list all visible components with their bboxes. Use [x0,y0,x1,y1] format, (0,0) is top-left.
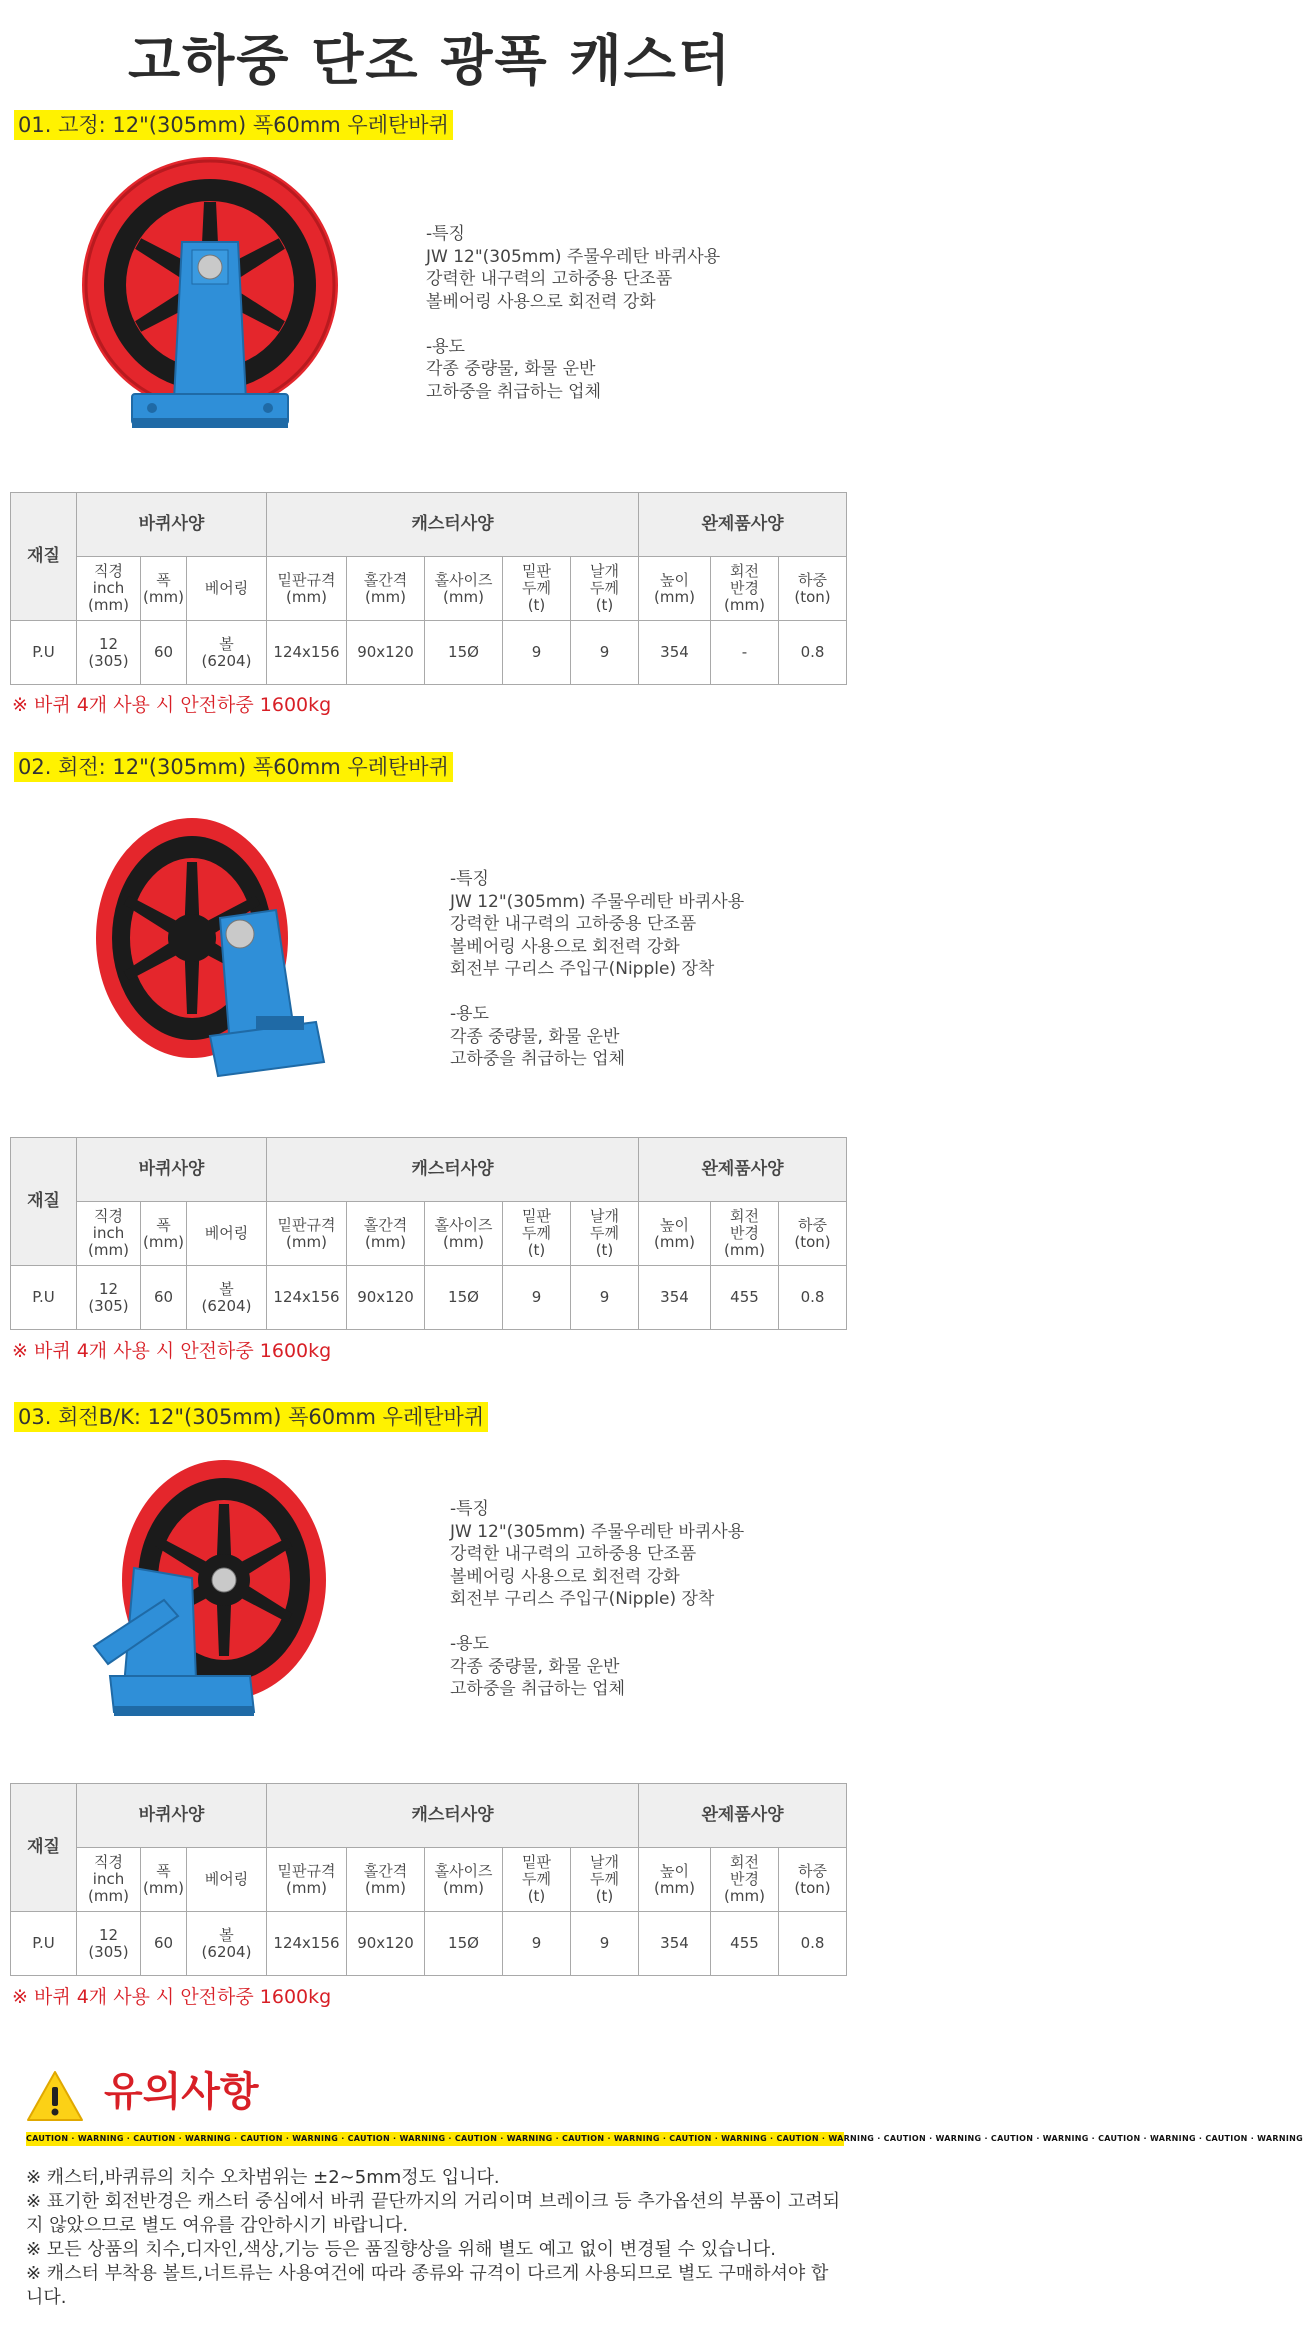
desc-line: 고하중을 취급하는 업체 [426,381,602,402]
table-cell: 15Ø [425,621,503,685]
table-row [11,1266,847,1330]
table-cell: 354 [639,1912,711,1976]
table-cell: 90x120 [347,621,425,685]
table-cell: 90x120 [347,1266,425,1330]
table-cell: 볼 (6204) [187,621,267,685]
desc-line: -용도 [450,1004,489,1024]
table-cell: 124x156 [267,621,347,685]
sub-header: 홀간격 (mm) [347,557,425,621]
swivel-brake-caster-image [74,1450,344,1740]
material-header: 재질 [11,493,77,621]
desc-line: 고하중을 취급하는 업체 [450,1049,626,1069]
table-cell: 12 (305) [77,1266,141,1330]
table-cell: 90x120 [347,1912,425,1976]
sub-header: 밑판 두께 (t) [503,1202,571,1266]
sub-header: 폭 (mm) [141,1848,187,1912]
sub-header: 직경 inch (mm) [77,557,141,621]
table-cell: 455 [711,1912,779,1976]
sub-header: 홀간격 (mm) [347,1848,425,1912]
table-row [11,1912,847,1976]
feature-description-2 [450,868,744,1071]
table-cell: P.U [11,621,77,685]
sub-header: 회전 반경 (mm) [711,1848,779,1912]
table-cell: 15Ø [425,1912,503,1976]
sub-header: 밑판 두께 (t) [503,557,571,621]
table-cell: 15Ø [425,1266,503,1330]
table-cell: 0.8 [779,621,847,685]
table-cell: 12 (305) [77,1912,141,1976]
group-header-product: 완제품사양 [639,1138,847,1202]
table-cell: 124x156 [267,1912,347,1976]
desc-line: 회전부 구리스 주입구(Nipple) 장착 [450,1589,715,1609]
sub-header: 회전 반경 (mm) [711,1202,779,1266]
sub-header: 하중 (ton) [779,557,847,621]
caution-item: ※ 캐스터 부착용 볼트,너트류는 사용여건에 따라 종류와 규격이 다르게 사용되므로 별도 구매하셔야 합니다. [26,2263,829,2308]
table-cell: 볼 (6204) [187,1912,267,1976]
desc-line: -특징 [450,869,489,889]
material-header: 재질 [11,1784,77,1912]
desc-line: JW 12"(305mm) 주물우레탄 바퀴사용 [450,1521,745,1542]
table-cell: 12 (305) [77,621,141,685]
group-header-wheel: 바퀴사양 [77,493,267,557]
safety-load-note: ※ 바퀴 4개 사용 시 안전하중 1600kg [12,1986,332,2008]
group-header-caster: 캐스터사양 [267,1784,639,1848]
desc-line: JW 12"(305mm) 주물우레탄 바퀴사용 [450,891,745,912]
desc-line: -특징 [450,1499,489,1519]
desc-line: 회전부 구리스 주입구(Nipple) 장착 [450,959,715,979]
group-header-wheel: 바퀴사양 [77,1138,267,1202]
desc-line: -특징 [426,224,465,244]
group-header-product: 완제품사양 [639,1784,847,1848]
table-cell: 60 [141,1912,187,1976]
table-cell: 9 [503,1266,571,1330]
sub-header: 날개 두께 (t) [571,557,639,621]
table-cell: 9 [503,621,571,685]
feature-description-3 [450,1498,744,1701]
sub-header: 밑판 두께 (t) [503,1848,571,1912]
sub-header: 베어링 [187,557,267,621]
desc-spacer [450,1611,744,1634]
fixed-caster-image [80,150,340,475]
sub-header: 직경 inch (mm) [77,1848,141,1912]
caution-item: ※ 캐스터,바퀴류의 치수 오차범위는 ±2~5mm정도 입니다. [26,2167,500,2188]
sub-header: 회전 반경 (mm) [711,557,779,621]
desc-line: 강력한 내구력의 고하중용 단조품 [450,1544,697,1564]
desc-line: -용도 [426,336,465,357]
spec-table-swivel-brake [10,1783,847,1976]
spec-table-swivel [10,1137,847,1330]
table-cell: 455 [711,1266,779,1330]
table-cell: P.U [11,1266,77,1330]
table-cell: 60 [141,621,187,685]
sub-header: 폭 (mm) [141,557,187,621]
table-cell: P.U [11,1912,77,1976]
desc-spacer [426,313,720,336]
table-cell: 9 [571,1912,639,1976]
sub-header: 하중 (ton) [779,1202,847,1266]
sub-header: 밑판규격 (mm) [267,1202,347,1266]
warning-triangle-icon [26,2069,84,2123]
table-cell: 124x156 [267,1266,347,1330]
table-cell: 0.8 [779,1266,847,1330]
spec-table-fixed [10,492,847,685]
group-header-caster: 캐스터사양 [267,1138,639,1202]
sub-header: 직경 inch (mm) [77,1202,141,1266]
sub-header: 폭 (mm) [141,1202,187,1266]
table-cell: 354 [639,621,711,685]
caution-title: 유의사항 [104,2069,259,2115]
table-cell: 9 [571,621,639,685]
table-cell: 60 [141,1266,187,1330]
safety-load-note: ※ 바퀴 4개 사용 시 안전하중 1600kg [12,1340,332,1362]
sub-header: 홀사이즈 (mm) [425,1848,503,1912]
table-cell: - [711,621,779,685]
section-heading-swivel: 02. 회전: 12"(305mm) 폭60mm 우레탄바퀴 [14,752,453,782]
table-cell: 9 [571,1266,639,1330]
desc-line: -용도 [450,1634,489,1654]
page-title: 고하중 단조 광폭 캐스터 [127,29,733,92]
table-cell: 볼 (6204) [187,1266,267,1330]
sub-header: 높이 (mm) [639,1848,711,1912]
sub-header: 베어링 [187,1202,267,1266]
table-cell: 9 [503,1912,571,1976]
table-cell: 0.8 [779,1912,847,1976]
desc-line: 각종 중량물, 화물 운반 [426,359,596,379]
feature-description-1 [426,223,720,403]
group-header-product: 완제품사양 [639,493,847,557]
section-heading-swivel-brake: 03. 회전B/K: 12"(305mm) 폭60mm 우레탄바퀴 [14,1402,488,1432]
sub-header: 홀사이즈 (mm) [425,557,503,621]
caution-tape: CAUTION · WARNING · CAUTION · WARNING · CAUTION · WARNING · CAUTION · WARNING · CAUTION · WARNING · CAUTION · WARNING · CAUTION · WARNING · CAUTION · WARNING · CAUTION · WARNING · CAUTION · WARNING · CAUTION · WARNING · CAUTION · WARNING [26,2132,844,2146]
sub-header: 홀사이즈 (mm) [425,1202,503,1266]
sub-header: 날개 두께 (t) [571,1848,639,1912]
sub-header: 밑판규격 (mm) [267,557,347,621]
sub-header: 높이 (mm) [639,1202,711,1266]
desc-line: 볼베어링 사용으로 회전력 강화 [426,291,656,312]
desc-line: 각종 중량물, 화물 운반 [450,1026,620,1047]
group-header-caster: 캐스터사양 [267,493,639,557]
sub-header: 밑판규격 (mm) [267,1848,347,1912]
safety-load-note: ※ 바퀴 4개 사용 시 안전하중 1600kg [12,694,332,716]
desc-line: 고하중을 취급하는 업체 [450,1679,626,1699]
material-header: 재질 [11,1138,77,1266]
sub-header: 날개 두께 (t) [571,1202,639,1266]
desc-line: 볼베어링 사용으로 회전력 강화 [450,936,680,957]
swivel-caster-image [80,800,340,1100]
desc-line: 각종 중량물, 화물 운반 [450,1656,620,1677]
sub-header: 홀간격 (mm) [347,1202,425,1266]
desc-line: 강력한 내구력의 고하중용 단조품 [426,269,673,289]
desc-line: JW 12"(305mm) 주물우레탄 바퀴사용 [426,246,721,267]
sub-header: 베어링 [187,1848,267,1912]
desc-line: 강력한 내구력의 고하중용 단조품 [450,914,697,934]
table-cell: 354 [639,1266,711,1330]
sub-header: 높이 (mm) [639,557,711,621]
group-header-wheel: 바퀴사양 [77,1784,267,1848]
caution-item: ※ 모든 상품의 치수,디자인,색상,기능 등은 품질향상을 위해 별도 예고 없이 변경될 수 있습니다. [26,2239,776,2260]
table-row [11,621,847,685]
desc-line: 볼베어링 사용으로 회전력 강화 [450,1566,680,1587]
sub-header: 하중 (ton) [779,1848,847,1912]
caution-item: ※ 표기한 회전반경은 캐스터 중심에서 바퀴 끝단까지의 거리이며 브레이크 등 추가옵션의 부품이 고려되지 않았으므로 별도 여유를 감안하시기 바랍니다. [26,2191,841,2236]
section-heading-fixed: 01. 고정: 12"(305mm) 폭60mm 우레탄바퀴 [14,110,453,140]
caution-list [26,2166,844,2310]
desc-spacer [450,981,744,1004]
